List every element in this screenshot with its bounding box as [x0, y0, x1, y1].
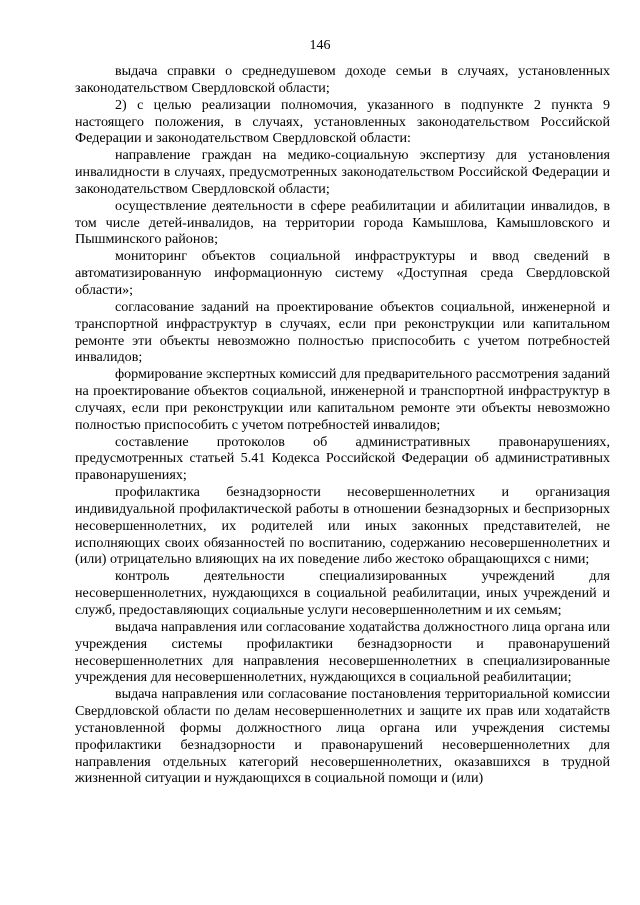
paragraph: осуществление деятельности в сфере реабилитации и абилитации инвалидов, в том числе детей-инвалидов, на территории города Камышлова, Камышловского и Пышминского районов; [75, 197, 610, 248]
paragraph: формирование экспертных комиссий для предварительного рассмотрения заданий на проектирование объектов социальной, инженерной и транспортной инфраструктур в случаях, если при реконструкции или капитальном ремонте эти объекты невозможно полностью приспособить с учетом потребностей инвалидов; [75, 366, 610, 433]
paragraph: выдача справки о среднедушевом доходе семьи в случаях, установленных законодательством Свердловской области; [75, 63, 610, 96]
paragraph: контроль деятельности специализированных учреждений для несовершеннолетних, нуждающихся в социальной реабилитации, иных учреждений и служб, предоставляющих социальные услуги несовершеннолетним и их семьям; [75, 568, 610, 618]
page-number: 146 [309, 38, 331, 53]
paragraph: профилактика безнадзорности несовершеннолетних и организация индивидуальной профилактической работы в отношении безнадзорных и беспризорных несовершеннолетних, их родителей или иных законных представителей, не исполняющих своих обязанностей по воспитанию, содержанию несовершеннолетних и (или) отрицательно влияющих на их поведение либо жестоко обращающихся с ними; [75, 484, 610, 568]
paragraph: 2) с целью реализации полномочия, указанного в подпункте 2 пункта 9 настоящего положения, в случаях, установленных законодательством Российской Федерации и законодательством Свердловской области: [75, 96, 610, 147]
paragraph: мониторинг объектов социальной инфраструктуры и ввод сведений в автоматизированную информационную систему «Доступная среда Свердловской области»; [75, 248, 610, 298]
paragraph: согласование заданий на проектирование объектов социальной, инженерной и транспортной инфраструктур в случаях, если при реконструкции или капитальном ремонте эти объекты невозможно полностью приспособить с учетом потребностей инвалидов; [75, 298, 610, 366]
paragraph: направление граждан на медико-социальную экспертизу для установления инвалидности в случаях, предусмотренных законодательством Российской Федерации и законодательством Свердловской области; [75, 147, 610, 197]
paragraph: составление протоколов об административных правонарушениях, предусмотренных статьей 5.41 Кодекса Российской Федерации об административных правонарушениях; [75, 433, 610, 484]
paragraph: выдача направления или согласование ходатайства должностного лица органа или учреждения системы профилактики безнадзорности и правонарушений несовершеннолетних для направления несовершеннолетних в специализированные учреждения для несовершеннолетних, нуждающихся в социальной реабилитации; [75, 618, 610, 686]
document-body [75, 63, 610, 787]
paragraph: выдача направления или согласование постановления территориальной комиссии Свердловской области по делам несовершеннолетних и защите их прав или ходатайств установленной формы должностного лица органа или учреждения системы профилактики безнадзорности и правонарушений несовершеннолетних для направления отдельных категорий несовершеннолетних, оказавшихся в трудной жизненной ситуации и нуждающихся в социальной помощи и (или) [75, 686, 610, 787]
